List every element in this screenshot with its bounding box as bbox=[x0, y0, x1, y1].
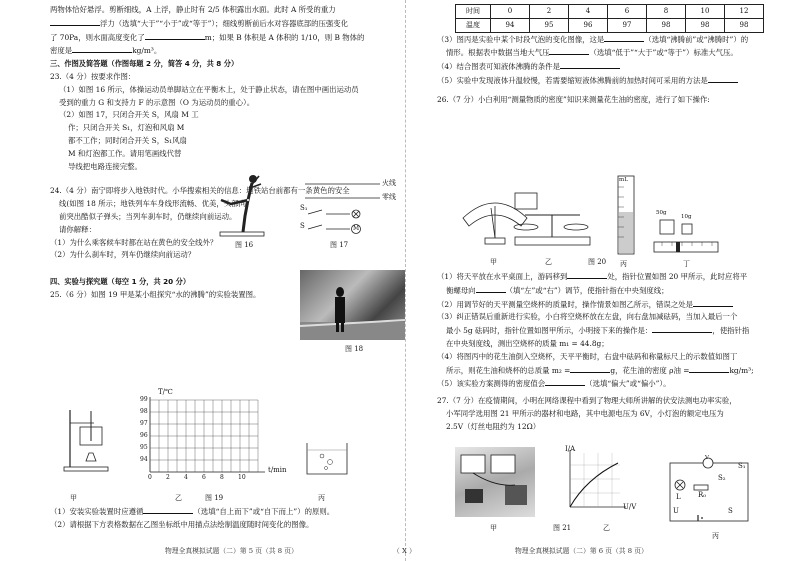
answer-blank[interactable] bbox=[570, 364, 610, 373]
q25-end bbox=[50, 505, 390, 532]
answer-blank[interactable] bbox=[567, 270, 607, 279]
switch-s1-label: S₁ bbox=[300, 204, 308, 212]
table-header: 时间 bbox=[456, 5, 491, 19]
x-tick-label: 4 bbox=[184, 474, 188, 481]
fig19-caption: 图 19 bbox=[205, 494, 224, 502]
fig20-ding: 丁 bbox=[683, 260, 690, 268]
text-line: （2）为什么刹车时，列车仍继续向前运动？ bbox=[50, 250, 196, 260]
fire-wire-label: 火线 bbox=[382, 179, 396, 187]
table-header: 温度 bbox=[456, 18, 491, 32]
text-line: 2.5V（灯丝电阻约为 12Ω） bbox=[446, 421, 541, 431]
x-tick-label: 8 bbox=[220, 474, 224, 481]
fig19-yi: 乙 bbox=[175, 494, 182, 502]
text-line: （4）结合图表可知液体沸腾的条件是 bbox=[437, 60, 767, 74]
table-cell: 95 bbox=[530, 18, 569, 32]
text-line: 了 70Pa，则水面高度变化了 m；如果 B 体积是 A 体积的 1/10，则 B 物体的 bbox=[50, 32, 365, 42]
question-text: 27.（7 分）在疫情期间，小明在网络课程中看到了物理大师所讲解的伏安法测电功率实验， bbox=[437, 396, 737, 406]
fig19-bing: 丙 bbox=[318, 494, 325, 502]
question-title: 23.（4 分）按要求作图： bbox=[50, 71, 136, 81]
question-text: 24.（4 分）南宁即将步入地铁时代。小华搜索相关的信息：地铁站台前都有一条黄色的安全 bbox=[50, 186, 350, 196]
lamp-l: L bbox=[676, 493, 681, 501]
table-cell: 6 bbox=[608, 5, 647, 19]
answer-blank[interactable] bbox=[72, 44, 132, 53]
gutter-divider bbox=[405, 0, 407, 561]
right-footer: 物理全真模拟试题（二）第 6 页（共 8 页） bbox=[515, 547, 648, 555]
table-cell: 10 bbox=[686, 5, 725, 19]
answer-blank[interactable] bbox=[652, 324, 712, 333]
text-line: （5）该实验方案测得的密度值会 （选填“偏大”或“偏小”）。 bbox=[437, 379, 671, 389]
question-title: 25.（6 分）如图 19 甲是某小组探究“水的沸腾”的实验装置图。 bbox=[50, 289, 261, 299]
fig20-jia: 甲 bbox=[490, 258, 497, 266]
source-u: U bbox=[673, 507, 679, 515]
text-line: 导线把电路连接完整。 bbox=[68, 161, 142, 171]
text-line: 浮力（选填“大于”“小于”或“等于”）；细线剪断前后水对容器底部的压强变化 bbox=[50, 17, 390, 31]
graduated-cylinder bbox=[612, 172, 642, 258]
y-tick-label: 97 bbox=[140, 420, 148, 427]
question-title: 26.（7 分）小白利用“测量物质的密度”知识来测量花生油的密度，进行了如下操作: bbox=[437, 94, 710, 104]
text-line: （3）纠正错误后重新进行实验，小白将空烧杯放在左盘，向右盘加减砝码，当加入最后一个 bbox=[437, 312, 738, 322]
text-line: （3）图丙是实验中某个时段气泡的变化图像，这是 （选填“沸腾前”或“沸腾时”）的 bbox=[437, 34, 749, 44]
fig16-caption: 图 16 bbox=[235, 241, 254, 249]
left-page bbox=[50, 4, 390, 302]
right-page bbox=[437, 4, 767, 107]
text-line: （1）安装实验装置时应遵循 （选填“自上而下”或“自下而上”）的原则。 bbox=[50, 507, 335, 516]
beaker-bubbles bbox=[302, 438, 352, 478]
fig21-jia: 甲 bbox=[490, 524, 497, 532]
switch-s-label: S bbox=[300, 222, 305, 230]
fig20-bing: 丙 bbox=[620, 260, 627, 268]
answer-blank[interactable] bbox=[145, 31, 205, 40]
table-cell: 2 bbox=[530, 5, 569, 19]
x-tick-label: 6 bbox=[202, 474, 206, 481]
x-tick-label: 0 bbox=[148, 474, 152, 481]
answer-blank[interactable] bbox=[545, 377, 585, 386]
answer-blank[interactable] bbox=[604, 33, 644, 42]
answer-blank[interactable] bbox=[689, 364, 729, 373]
text-line: 线(如图 18 所示；地铁列车车身线形流畅、优美，头部向 bbox=[59, 199, 246, 209]
text-line: 两物体恰好悬浮。剪断细线，A 上浮，静止时有 2/5 体积露出水面。此时 A 所受的重力 bbox=[50, 5, 336, 14]
text-line: 情形。根据表中数据当地大气压 （选填“低于”“大于”或“等于”）标准大气压。 bbox=[446, 48, 738, 58]
table-cell: 96 bbox=[569, 18, 608, 32]
table-cell: 98 bbox=[725, 18, 764, 32]
section-heading: 四、实验与探究题（每空 1 分，共 20 分） bbox=[50, 277, 191, 287]
table-cell: 12 bbox=[725, 5, 764, 19]
switch-s: S bbox=[728, 507, 733, 515]
answer-blank[interactable] bbox=[476, 284, 506, 293]
table-cell: 94 bbox=[491, 18, 530, 32]
table-cell: 4 bbox=[569, 5, 608, 19]
text-line: 最小 5g 砝码时，指针位置如图甲所示，小明接下来的操作是： ，使指针指 bbox=[446, 326, 750, 336]
fig17-caption: 图 17 bbox=[330, 241, 349, 249]
ml-label: mL bbox=[619, 177, 628, 183]
q26-body bbox=[437, 270, 767, 434]
answer-blank[interactable] bbox=[549, 46, 589, 55]
zero-wire-label: 零线 bbox=[382, 193, 396, 201]
x-tick-label: 10 bbox=[238, 474, 246, 481]
time-temp-table bbox=[455, 4, 764, 33]
switch-s2: S₂ bbox=[718, 474, 726, 482]
text-line: （2）如图 17，只闭合开关 S，风扇 M 工 bbox=[59, 110, 199, 120]
answer-blank[interactable] bbox=[708, 74, 738, 83]
balance-scale bbox=[510, 185, 600, 255]
text-line: （1）为什么乘客候车时都在站在黄色的安全线外？ bbox=[50, 237, 218, 247]
table-cell: 8 bbox=[647, 5, 686, 19]
y-tick-label: 98 bbox=[140, 408, 148, 415]
table-cell: 97 bbox=[608, 18, 647, 32]
text-line: （1）将天平放在水平桌面上，游码移到 处，指针位置如图 20 甲所示，此时应将平 bbox=[437, 272, 748, 281]
uv-label: U/V bbox=[623, 503, 637, 511]
y-tick-label: 94 bbox=[140, 456, 148, 463]
fig19-jia: 甲 bbox=[70, 494, 77, 502]
fig20-yi: 乙 bbox=[545, 258, 552, 266]
text-line: M 和灯泡都工作。请用笔画线代替 bbox=[68, 148, 182, 158]
text-line: 作；只闭合开关 S₁，灯泡和风扇 M bbox=[68, 123, 185, 133]
voltmeter-v: V bbox=[705, 455, 709, 461]
fan-m-label: M bbox=[353, 225, 360, 232]
resistor-r0: R₀ bbox=[698, 491, 707, 499]
iu-curve-graph bbox=[560, 445, 630, 515]
fig18-caption: 图 18 bbox=[345, 345, 364, 353]
x-tick-label: 2 bbox=[166, 474, 170, 481]
subway-station-photo bbox=[300, 270, 405, 340]
y-tick-label: 96 bbox=[140, 432, 148, 439]
text-line: 密度是 kg/m³。 bbox=[50, 46, 162, 56]
weight-10g: 10g bbox=[681, 214, 692, 220]
text-line: 受到的重力 G 和支持力 F 的示意图（O 为运动员的重心）。 bbox=[59, 97, 255, 107]
fig21-bing: 丙 bbox=[712, 532, 719, 540]
answer-blank[interactable] bbox=[143, 505, 193, 514]
ia-label: I/A bbox=[565, 445, 576, 453]
gutter-mark: （ X ） bbox=[393, 547, 416, 555]
answer-blank[interactable] bbox=[50, 17, 100, 26]
table-cell: 98 bbox=[686, 18, 725, 32]
table-cell: 98 bbox=[647, 18, 686, 32]
fig20-caption: 图 20 bbox=[588, 258, 607, 266]
text-line: 前突出酷似子弹头；当列车刹车时，仍继续向前运动。 bbox=[59, 211, 237, 221]
fig21-caption: 图 21 bbox=[553, 524, 572, 532]
text-line: 请你解释： bbox=[59, 224, 96, 234]
temperature-grid bbox=[130, 392, 290, 482]
table-cell: 0 bbox=[491, 5, 530, 19]
answer-blank[interactable] bbox=[560, 60, 620, 69]
text-line: 小军同学选用图 21 甲所示的器材和电路，其中电源电压为 6V，小灯泡的额定电压为 bbox=[446, 408, 724, 418]
text-line: （2）请根据下方表格数据在乙图坐标纸中用描点法绘制温度随时间变化的图像。 bbox=[50, 519, 314, 529]
text-line: 在中央刻度线，测出空烧杯的质量 m₁ = 44.8g； bbox=[446, 338, 609, 348]
switch-s1: S₁ bbox=[738, 462, 746, 470]
x-axis-label: t/min bbox=[268, 466, 287, 474]
text-line: 都不工作；同时闭合开关 S，S₁风扇 bbox=[68, 135, 187, 145]
y-axis-label: T/℃ bbox=[158, 388, 173, 396]
text-line: （5）实验中发现液体升温较慢，若需要缩短液体沸腾前的加热时间可采用的方法是 bbox=[437, 74, 767, 88]
answer-blank[interactable] bbox=[693, 298, 733, 307]
circuit-apparatus-photo bbox=[455, 447, 535, 517]
text-line: 所示，则花生油和烧杯的总质量 m₂ = g，花生油的密度 ρ油 = kg/m³; bbox=[446, 365, 754, 375]
left-footer: 物理全真模拟试题（二）第 5 页（共 8 页） bbox=[165, 547, 298, 555]
text-line: 衡螺母向 （填“左”或“右”）调节，使指针指在中央刻度线； bbox=[446, 285, 669, 295]
y-tick-label: 95 bbox=[140, 444, 148, 451]
text-line: （1）如图 16 所示，体操运动员单脚站立在平衡木上，处于静止状态，请在图中画出运动员 bbox=[59, 84, 359, 94]
section-heading: 三、作图及简答题（作图每题 2 分，简答 4 分，共 8 分） bbox=[50, 59, 239, 69]
text-line: （4）将图丙中的花生油倒入空烧杯，天平平衡时，右盘中砝码和称量标尺上的示数值如图丁 bbox=[437, 351, 738, 361]
gymnast-figure bbox=[215, 170, 270, 240]
y-tick-label: 99 bbox=[140, 396, 148, 403]
weight-50g: 50g bbox=[656, 210, 667, 216]
boiling-apparatus bbox=[62, 405, 117, 475]
text-line: （2）用调节好的天平测量空烧杯的质量时，操作情景如图乙所示，错误之处是 bbox=[437, 298, 767, 312]
fig21-yi: 乙 bbox=[603, 524, 610, 532]
